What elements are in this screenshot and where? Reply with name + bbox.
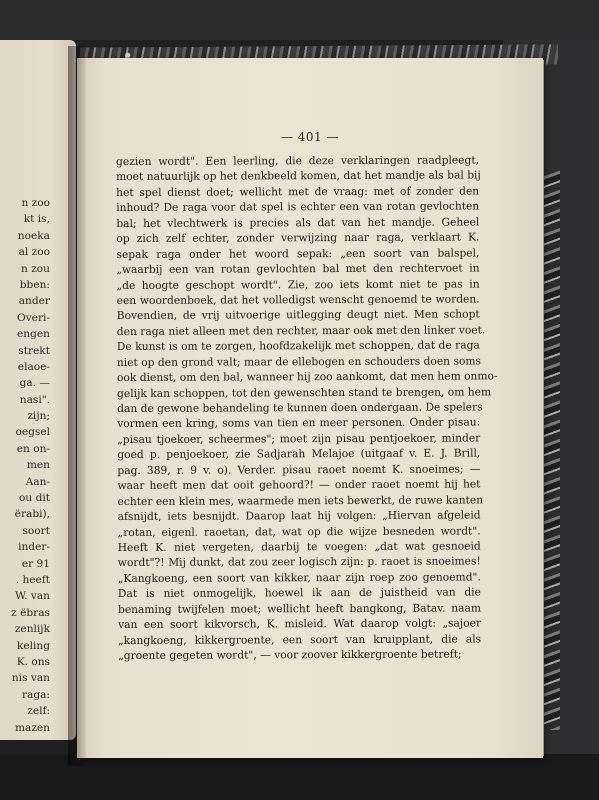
left-text-fragment: al zoo: [18, 246, 50, 259]
text-line: gelijk kan schoppen, tot den gewenschten stand te brengen, om hem: [117, 384, 492, 400]
text-line: bal; het vlechtwerk is precies als dat van het mandje. Geheel: [116, 215, 480, 230]
text-line: gezien wordt". Een leerling, die deze verklaringen raadpleegt,: [116, 153, 480, 168]
left-text-fragment: soort: [22, 524, 50, 537]
text-line: De kunst is om te zorgen, hoofdzakelijk met schoppen, dat de raga: [116, 338, 480, 354]
text-line: „groente gegeten wordt", — voor zoover kikkergroente betreft;: [118, 647, 462, 662]
left-text-fragment: ërabi),: [14, 508, 50, 521]
left-text-fragment: ou dit: [19, 492, 50, 505]
left-text-fragment: zijn;: [27, 410, 50, 423]
left-text-fragment: n zou: [21, 262, 50, 275]
left-text-fragment: zelf:: [27, 705, 50, 718]
text-line: „waarbij een van rotan gevlochten bal met den rechtervoet in: [116, 261, 480, 277]
left-page: [0, 40, 76, 740]
text-line: Dat is niet onmogelijk, hoewel ik aan de juistheid van die: [117, 585, 481, 601]
scanner-bottom-edge: [0, 754, 599, 800]
left-text-fragment: keling: [16, 639, 50, 652]
left-text-fragment: inder-: [18, 541, 50, 554]
left-text-fragment: ander: [18, 295, 50, 308]
left-text-fragment: strekt: [18, 344, 50, 357]
left-text-fragment: nasi".: [19, 393, 50, 406]
page-number: — 401 —: [280, 130, 340, 144]
text-line: echter een klein mes, waarmede men iets bewerkt, de ruwe kanten: [117, 493, 484, 508]
text-line: Heeft K. niet vergeten, daarbij te voegen: „dat wat gesnoeid: [117, 539, 481, 554]
text-line: op zich zelf echter, zonder verwijzing naar raga, verklaart K.: [116, 230, 480, 246]
text-line: dan de gewone behandeling te kunnen doen ondergaan. De spelers: [117, 400, 483, 415]
text-line: pag. 389, r. 9 v. o). Verder. pisau raoet noemt K. snoeimes; —: [117, 462, 481, 477]
left-text-fragment: . heeft: [15, 573, 50, 586]
text-line: een woordenboek, dat het volledigst wenscht genoemd te worden.: [116, 292, 480, 307]
left-text-fragment: z ëbras: [11, 606, 50, 619]
text-line: het spel dienst doet; wellicht met de vraag: met of zonder den: [116, 184, 480, 199]
text-line: „pisau tjoekoer, scheermes"; moet zijn pisau pentjoekoer, minder: [117, 431, 481, 446]
left-text-fragment: n zoo: [21, 197, 50, 209]
text-line: niet op den grond valt; maar de ellebogen en schouders doen soms: [116, 354, 482, 369]
text-line: afsnijdt, iets besnijdt. Daarop laat hij volgen: „Hiervan afgeleid: [117, 508, 481, 524]
text-line: Bovendien, de vrij uitvoerige uitlegging deugt niet. Men schopt: [116, 307, 480, 323]
page-body-text: [116, 152, 498, 663]
text-line: goed p. penjoekoer, zie Sadjarah Melajoe (uitgaaf v. E. J. Brill,: [117, 446, 481, 462]
text-line: den raga niet alleen met den rechter, maar ook met den linker voet.: [116, 323, 486, 338]
left-text-fragment: elaoe-: [17, 360, 50, 373]
text-line: van een soort kikvorsch, K. misleid. Wat daarop volgt: „sajoer: [118, 616, 482, 632]
book-gutter-shadow: [68, 46, 86, 766]
left-text-fragment: oegsel: [15, 426, 50, 439]
left-text-fragment: ga. —: [19, 377, 50, 390]
left-text-fragment: Overi-: [17, 311, 50, 324]
left-text-fragment: en on-: [16, 442, 50, 455]
scanner-top-edge: [0, 0, 599, 40]
left-text-fragment: W. van: [15, 590, 50, 603]
left-text-fragment: bben:: [19, 278, 50, 291]
left-text-fragment: noeka: [17, 229, 50, 242]
right-page: [77, 58, 543, 758]
text-line: sepak raga onder het woord sepak: „een soort van balspel,: [116, 246, 480, 261]
text-line: vormen een kring, soms van tien en meer personen. Onder pisau:: [117, 415, 481, 431]
left-text-fragment: zenlijk: [14, 623, 50, 636]
left-text-fragment: men: [26, 459, 50, 472]
text-line: ook dienst, om den bal, wanneer hij zoo aankomt, dat men hem onmo-: [116, 369, 498, 385]
text-line: benaming twijfelen moet; wellicht heeft bangkong, Batav. naam: [117, 601, 482, 616]
text-line: waar heeft men dat ooit gehoord?! — onder raoet noemt hij het: [117, 477, 481, 493]
left-text-fragment: engen: [17, 328, 50, 341]
text-line: „Kangkoeng, een soort van kikker, naar zijn roep zoo genoemd".: [117, 570, 481, 585]
left-text-fragment: kt is,: [23, 213, 50, 226]
left-text-fragment: mazen: [14, 721, 50, 734]
text-line: „rotan, eigenl. raoetan, dat, wat op die wijze besneden wordt".: [117, 523, 481, 539]
left-text-fragment: raga:: [21, 688, 50, 701]
left-page-text: [0, 195, 50, 736]
left-text-fragment: Aan-: [25, 475, 50, 488]
text-line: „kangkoeng, kikkergroente, een soort van kruipplant, die als: [118, 631, 482, 647]
left-text-fragment: nis van: [11, 672, 50, 685]
text-line: wordt"?! Mij dunkt, dat zou zeer logisch zijn: p. raoet is snoeimes!: [117, 554, 481, 570]
left-text-fragment: K. ons: [16, 655, 50, 668]
text-line: „de hoogte geschopt wordt". Zie, zoo iets komt niet te pas in: [116, 276, 480, 292]
left-text-fragment: er 91: [21, 557, 50, 570]
text-line: moet natuurlijk op het denkbeeld komen, dat het mandje als bal bij: [116, 168, 481, 184]
text-line: inhoud? De raga voor dat spel is echter een van rotan gevlochten: [116, 199, 480, 215]
